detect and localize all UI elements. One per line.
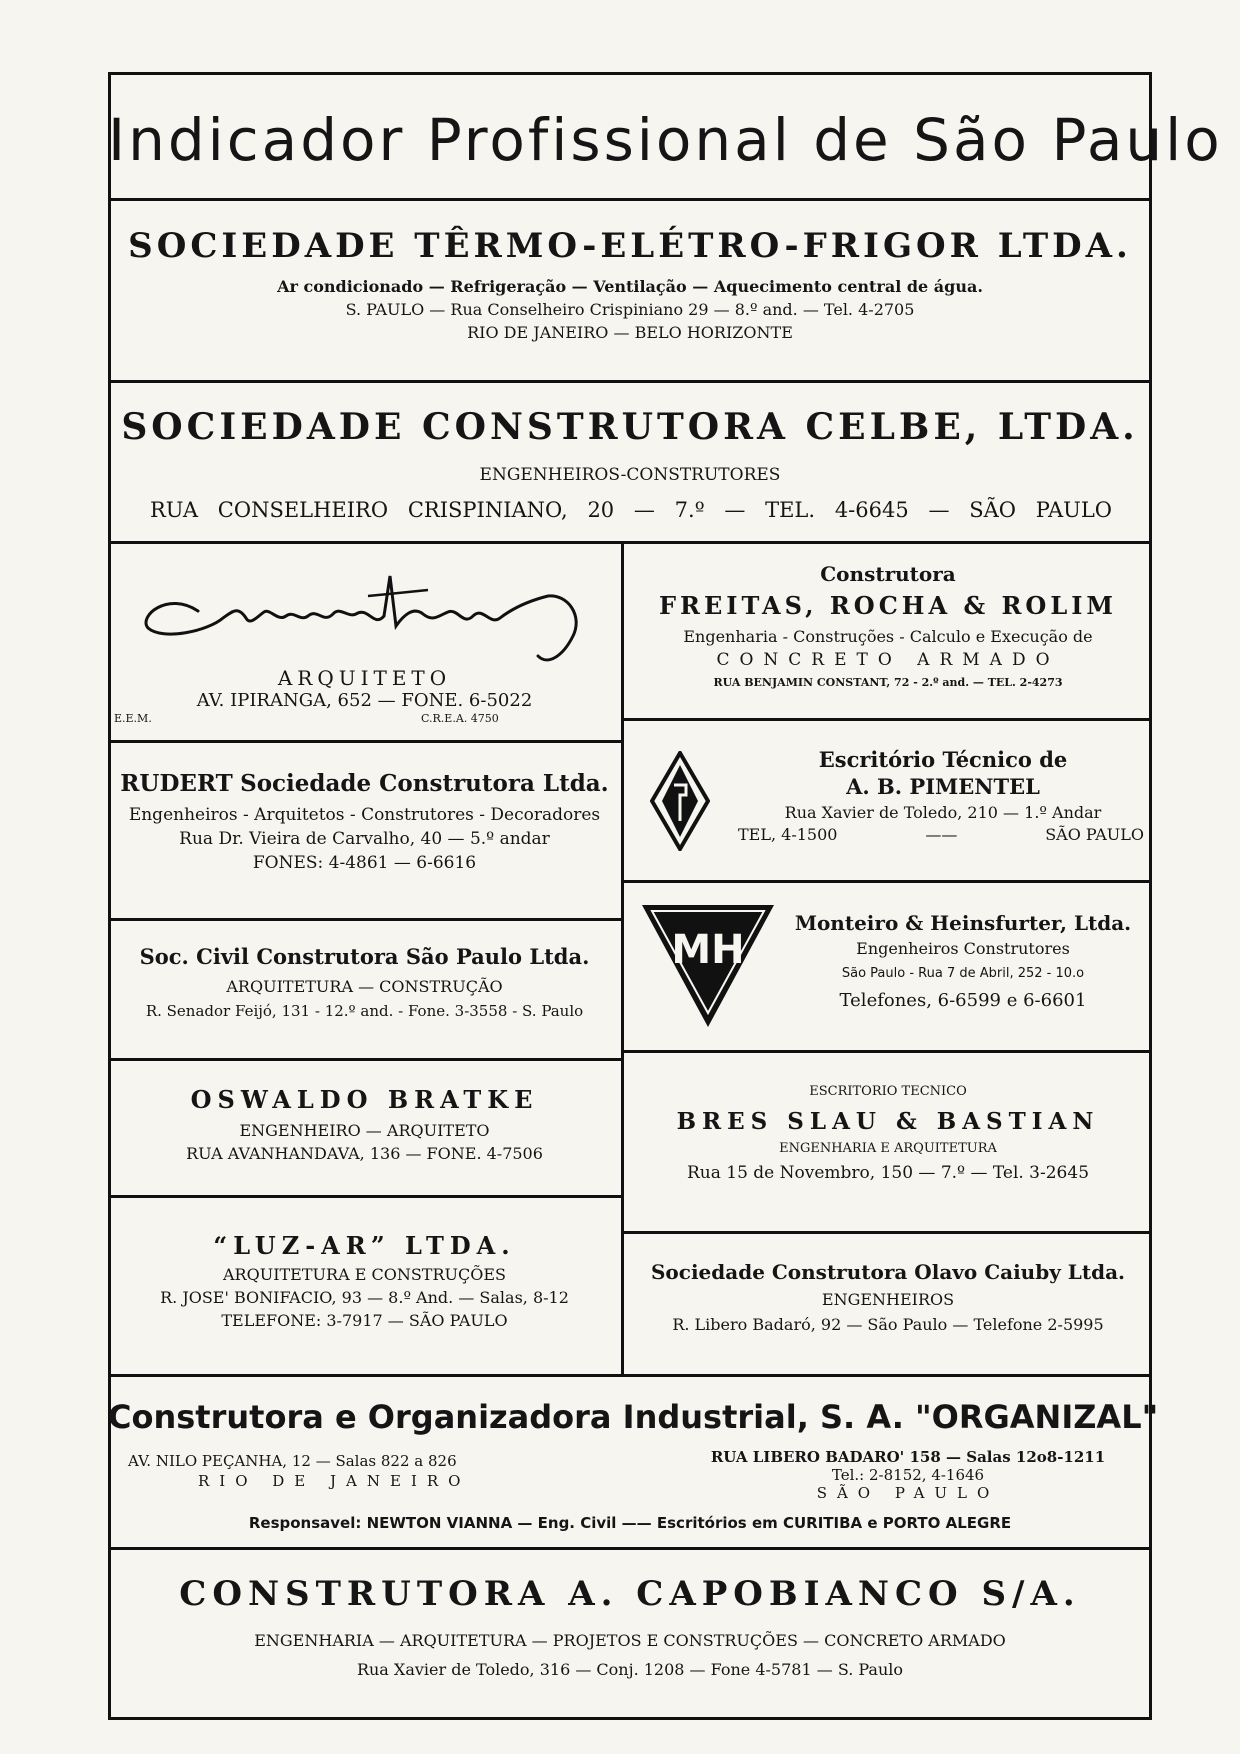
address-word: — — [724, 497, 746, 522]
address-line: R. Senador Feijó, 131 - 12.º and. - Fone. 3-3558 - S. Paulo — [145, 1002, 584, 1021]
ad-rudert — [108, 770, 621, 874]
address-line: AV. IPIRANGA, 652 — FONE. 6-5022 — [196, 690, 533, 711]
profession: ARQUITETO — [277, 666, 452, 690]
address-line: São Paulo - Rua 7 de Abril, 252 - 10.o — [841, 966, 1085, 982]
address-word: CONSELHEIRO — [217, 497, 389, 522]
crea-number: C.R.E.A. 4750 — [421, 712, 499, 725]
ad-oswaldo-bratke — [108, 1086, 621, 1163]
ad-freitas-rocha-rolim — [624, 562, 1152, 690]
address-line: RUA BENJAMIN CONSTANT, 72 - 2.º and. — TEL. 2-4273 — [713, 676, 1063, 690]
ad-bresslau-bastian — [624, 1084, 1152, 1183]
address-word: CRISPINIANO, — [407, 497, 568, 522]
address-line: Rua Dr. Vieira de Carvalho, 40 — 5.º andar — [179, 828, 550, 849]
ad-arquiteto-signature — [108, 548, 621, 738]
specialty-line: CONCRETO ARMADO — [716, 649, 1060, 670]
services-line: ENGENHARIA E ARQUITETURA — [779, 1141, 997, 1157]
company-name: Monteiro & Heinsfurter, Ltda. — [794, 911, 1132, 935]
address-word: — — [928, 497, 950, 522]
ad-capobianco — [108, 1574, 1152, 1679]
rio-city: RIO DE JANEIRO — [198, 1472, 471, 1490]
services-line: ENGENHARIA — ARQUITETURA — PROJETOS E CONSTRUÇÕES — CONCRETO ARMADO — [254, 1630, 1006, 1650]
profession-line: Engenheiros Construtores — [856, 939, 1070, 958]
phone-line: TELEFONE: 3-7917 — SÃO PAULO — [221, 1311, 508, 1331]
divider — [108, 541, 1152, 544]
profession-line: ENGENHEIRO — ARQUITETO — [239, 1120, 490, 1140]
divider — [108, 1058, 621, 1061]
address-line: R. Libero Badaró, 92 — São Paulo — Telefone 2-5995 — [672, 1315, 1104, 1335]
responsible-line: Responsavel: NEWTON VIANNA — Eng. Civil —— Escritórios em CURITIBA e PORTO ALEGRE — [248, 1514, 1012, 1532]
company-name: BRES SLAU & BASTIAN — [676, 1107, 1100, 1135]
services-line: Engenharia - Construções - Calculo e Execução de — [683, 626, 1093, 646]
company-name: FREITAS, ROCHA & ROLIM — [658, 591, 1117, 620]
company-name-bold: RUDERT — [120, 770, 233, 797]
services-line: ARQUITETURA E CONSTRUÇÕES — [222, 1264, 506, 1284]
divider — [108, 1195, 621, 1198]
address-line: Rua 15 de Novembro, 150 — 7.º — Tel. 3-2645 — [686, 1162, 1090, 1183]
divider — [108, 380, 1152, 383]
divider — [108, 1547, 1152, 1550]
phone-number: TEL, 4-1500 — [738, 824, 838, 844]
person-name: A. B. PIMENTEL — [846, 774, 1040, 800]
divider — [108, 1374, 1152, 1377]
address-word: SÃO — [969, 497, 1016, 522]
address-word: TEL. — [765, 497, 816, 522]
company-name: CONSTRUTORA A. CAPOBIANCO S/A. — [179, 1574, 1081, 1614]
address-word: — — [633, 497, 655, 522]
services-line: Ar condicionado — Refrigeração — Ventilação — Aquecimento central de água. — [277, 276, 983, 296]
label: Construtora — [820, 562, 956, 586]
phone-line: FONES: 4-4861 — 6-6616 — [252, 853, 477, 874]
label: ESCRITORIO TECNICO — [809, 1084, 967, 1099]
services-line: Engenheiros - Arquitetos - Construtores - Decoradores — [128, 804, 601, 825]
address-word: 7.º — [674, 497, 705, 522]
ad-luz-ar — [108, 1232, 621, 1330]
ad-construtora-celbe — [108, 406, 1152, 522]
sp-address-line: RUA LIBERO BADARO' 158 — Salas 12o8-1211 — [710, 1448, 1106, 1466]
diamond-logo-icon — [650, 751, 710, 851]
page-header — [108, 90, 1223, 190]
divider — [108, 198, 1152, 201]
company-name: Construtora e Organizadora Industrial, S. A. "ORGANIZAL" — [108, 1398, 1159, 1436]
address-line: Rua Xavier de Toledo, 316 — Conj. 1208 — Fone 4-5781 — S. Paulo — [356, 1659, 904, 1679]
address-line: R. JOSE' BONIFACIO, 93 — 8.º And. — Salas, 8-12 — [160, 1287, 569, 1307]
address-word: PAULO — [1035, 497, 1112, 522]
company-name: Sociedade Construtora Olavo Caiuby Ltda. — [650, 1260, 1125, 1284]
address-line: Rua Xavier de Toledo, 210 — 1.º Andar — [784, 803, 1102, 823]
phone-line: Telefones, 6-6599 e 6-6601 — [839, 989, 1087, 1011]
address-line: S. PAULO — Rua Conselheiro Crispiniano 29 — 8.º and. — Tel. 4-2705 — [345, 299, 915, 319]
divider — [624, 1231, 1152, 1234]
address-word: 20 — [587, 497, 615, 522]
page-title: Indicador Profissional de São Paulo — [108, 106, 1223, 174]
branches-line: RIO DE JANEIRO — BELO HORIZONTE — [467, 323, 793, 343]
company-name: SOCIEDADE CONSTRUTORA CELBE, LTDA. — [121, 406, 1139, 448]
ad-monteiro-heinsfurter — [624, 883, 1152, 1049]
rio-address-line: AV. NILO PEÇANHA, 12 — Salas 822 a 826 — [128, 1452, 457, 1470]
address-line: RUA AVANHANDAVA, 136 — FONE. 4-7506 — [186, 1143, 543, 1163]
company-name: SOCIEDADE TÊRMO-ELÉTRO-FRIGOR LTDA. — [128, 226, 1132, 266]
services-line: ARQUITETURA — CONSTRUÇÃO — [226, 977, 503, 997]
company-name: Soc. Civil Construtora São Paulo Ltda. — [139, 944, 590, 969]
mh-logo-icon — [640, 901, 776, 1031]
sp-phone-line: Tel.: 2-8152, 4-1646 — [831, 1466, 985, 1484]
profession-line: ENGENHEIROS — [821, 1290, 955, 1309]
ad-olavo-caiuby — [624, 1260, 1152, 1334]
ad-ab-pimentel — [624, 721, 1152, 879]
company-name: “LUZ-AR” LTDA. — [213, 1231, 516, 1260]
ad-soc-civil-sao-paulo — [108, 944, 621, 1020]
sp-city: SÃO PAULO — [816, 1484, 1000, 1502]
divider — [624, 1050, 1152, 1053]
company-name — [108, 770, 621, 799]
subtitle: ENGENHEIROS-CONSTRUTORES — [479, 465, 781, 486]
mh-logo-text: MH — [671, 927, 745, 973]
ad-organizal — [108, 1398, 1159, 1544]
ad-termo-eletro-frigor — [108, 226, 1152, 342]
address-word: RUA — [150, 497, 199, 522]
initials: E.E.M. — [114, 712, 152, 725]
person-name: OSWALDO BRATKE — [190, 1085, 539, 1114]
signature — [128, 556, 588, 666]
divider — [108, 918, 621, 921]
address-word: 4-6645 — [834, 497, 909, 522]
address-line — [150, 498, 1112, 522]
dash: —— — [925, 824, 958, 844]
divider — [108, 740, 621, 743]
city: SÃO PAULO — [1045, 824, 1144, 844]
company-name-rest: Sociedade Construtora Ltda. — [240, 770, 609, 797]
office-title: Escritório Técnico de — [818, 747, 1068, 772]
phone-line — [738, 825, 1144, 844]
